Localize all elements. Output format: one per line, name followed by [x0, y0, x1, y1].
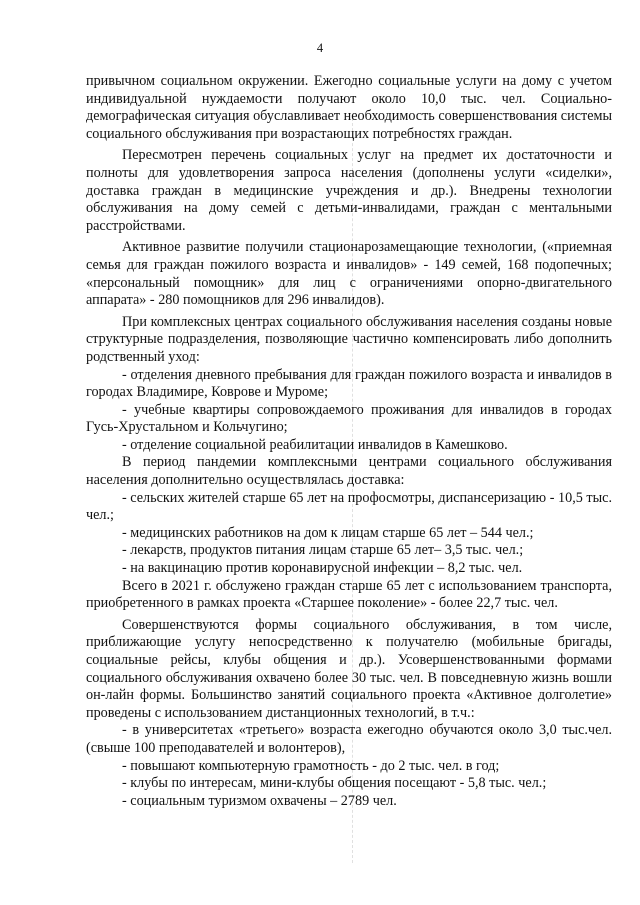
list-item-interest-clubs: - клубы по интересам, мини-клубы общения посещают - 5,8 тыс. чел.; — [122, 775, 547, 792]
list-item-computer-literacy: - повышают компьютерную грамотность - до 2 тыс. чел. в год; — [122, 757, 500, 774]
list-item-social-tourism: - социальным туризмом охвачены – 2789 чел. — [122, 792, 397, 809]
document-body — [86, 73, 612, 810]
paragraph-services-list-revision: Пересмотрен перечень социальных услуг на предмет их достаточности и полноты для удовлетворения запроса населения (дополнены услуги «сиделки», доставка граждан в медицинские учреждения и др.). Внедрены технологии обслуживания на дому семей с детьми-инвалидами, граждан с ментальными расстройствами. — [86, 147, 612, 234]
list-item-rural-residents: - сельских жителей старше 65 лет на профосмотры, диспансеризацию - 10,5 тыс. чел.; — [86, 489, 612, 524]
paragraph-inpatient-replacement-tech: Активное развитие получили стационарозамещающие технологии, («приемная семья для граждан пожилого возраста и инвалидов» - 149 семей, 168 подопечных; «персональный помощник» для лиц с ограничениями опорно-двигательного аппарата» - 280 помощников для 296 инвалидов). — [86, 239, 612, 309]
paragraph-home-services: привычном социальном окружении. Ежегодно социальные услуги на дому с учетом индивидуальной нуждаемости получают около 10,0 тыс. чел. Социально-демографическая ситуация обуславливает необходимость совершенствования системы социального обслуживания при возрастающих потребностях граждан. — [86, 73, 612, 142]
paragraph-service-forms: Совершенствуются формы социального обслуживания, в том числе, приближающие услугу непосредственно к получателю (мобильные бригады, социальные рейсы, клубы общения и др.). Усовершенствованными формами социального обслуживания охвачено более 30 тыс. чел. В повседневную жизнь вошли он-лайн формы. Большинство занятий социального проекта «Активное долголетие» проведены с использованием дистанционных технологий, в т.ч.: — [86, 616, 612, 721]
page-number: 4 — [316, 41, 324, 55]
list-item-training-apartments: - учебные квартиры сопровождаемого проживания для инвалидов в городах Гусь-Хрустальном и Кольчугино; — [86, 401, 612, 436]
list-item-day-care-departments: - отделения дневного пребывания для граждан пожилого возраста и инвалидов в городах Владимире, Коврове и Муроме; — [86, 366, 612, 401]
paragraph-transport-2021: Всего в 2021 г. обслужено граждан старше 65 лет с использованием транспорта, приобретенного в рамках проекта «Старшее поколение» - более 22,7 тыс. чел. — [86, 577, 612, 612]
list-item-vaccination: - на вакцинацию против коронавирусной инфекции – 8,2 тыс. чел. — [122, 560, 523, 577]
paragraph-new-structural-units: При комплексных центрах социального обслуживания населения созданы новые структурные подразделения, позволяющие частично компенсировать либо дополнить родственный уход: — [86, 313, 612, 365]
list-item-third-age-universities: - в университетах «третьего» возраста ежегодно обучаются около 3,0 тыс.чел. (свыше 100 преподавателей и волонтеров), — [86, 722, 612, 756]
paragraph-pandemic-delivery: В период пандемии комплексными центрами социального обслуживания населения дополнительно осуществлялась доставка: — [86, 454, 612, 489]
list-item-rehabilitation-department: - отделение социальной реабилитации инвалидов в Камешково. — [122, 436, 508, 453]
list-item-medical-workers: - медицинских работников на дом к лицам старше 65 лет – 544 чел.; — [122, 524, 534, 541]
list-item-medicines-food: - лекарств, продуктов питания лицам старше 65 лет– 3,5 тыс. чел.; — [122, 542, 524, 559]
